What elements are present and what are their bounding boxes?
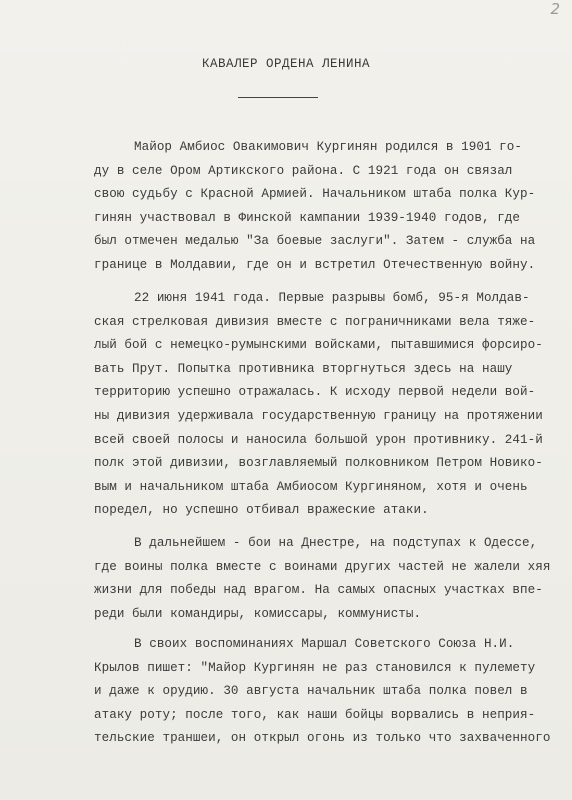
- text-line: В дальнейшем - бои на Днестре, на подступах к Одессе,: [134, 536, 538, 550]
- text-line: ская стрелковая дивизия вместе с пограничниками вела тяже-: [94, 314, 536, 329]
- text-line: поредел, но успешно отбивал вражеские атаки.: [94, 503, 429, 518]
- text-line: свою судьбу с Красной Армией. Начальником штаба полка Кур-: [94, 187, 536, 202]
- text-line: ду в селе Ором Артикского района. С 1921 года он связал: [94, 163, 513, 178]
- text-line: Крылов пишет: "Майор Кургинян не раз становился к пулемету: [94, 660, 536, 675]
- text-line: где воины полка вместе с воинами других частей не жалели хяя: [94, 559, 551, 574]
- document-title: КАВАЛЕР ОРДЕНА ЛЕНИНА: [201, 57, 371, 71]
- text-line: ны дивизия удерживала государственную границу на протяжении: [94, 408, 543, 423]
- text-line: гинян участвовал в Финской кампании 1939-1940 годов, где: [94, 210, 521, 225]
- page-number: 2: [550, 0, 560, 18]
- paragraph-4: [94, 633, 554, 751]
- paragraph-3: [94, 532, 554, 626]
- paragraph-2: [94, 287, 554, 523]
- text-line: вым и начальником штаба Амбиосом Кургиняном, хотя и очень: [94, 479, 528, 494]
- text-line: всей своей полосы и наносила большой урон противнику. 241-й: [94, 432, 543, 447]
- text-line: тельские траншеи, он открыл огонь из только что захваченного: [94, 731, 551, 746]
- text-line: границе в Молдавии, где он и встретил Отечественную войну.: [94, 257, 536, 272]
- title-underline: [238, 97, 318, 98]
- text-line: Майор Амбиос Овакимович Кургинян родился в 1901 го-: [134, 140, 522, 154]
- text-line: полк этой дивизии, возглавляемый полковником Петром Новико-: [94, 456, 543, 471]
- text-line: 22 июня 1941 года. Первые разрывы бомб, 95-я Молдав-: [134, 291, 530, 305]
- text-line: атаку роту; после того, как наши бойцы ворвались в неприя-: [94, 707, 536, 722]
- text-line: жизни для победы над врагом. На самых опасных участках впе-: [94, 583, 543, 598]
- text-line: территорию успешно отражалась. К исходу первой недели вой-: [94, 385, 536, 400]
- text-line: был отмечен медалью "За боевые заслуги". Затем - служба на: [94, 234, 536, 249]
- text-line: вать Прут. Попытка противника вторгнуться здесь на нашу: [94, 361, 513, 376]
- text-line: реди были командиры, комиссары, коммунисты.: [94, 606, 422, 621]
- text-line: В своих воспоминаниях Маршал Советского Союза Н.И.: [134, 637, 515, 651]
- text-line: лый бой с немецко-румынскими войсками, пытавшимися форсиро-: [94, 338, 543, 353]
- paragraph-1: [94, 136, 554, 278]
- text-line: и даже к орудию. 30 августа начальник штаба полка повел в: [94, 684, 528, 699]
